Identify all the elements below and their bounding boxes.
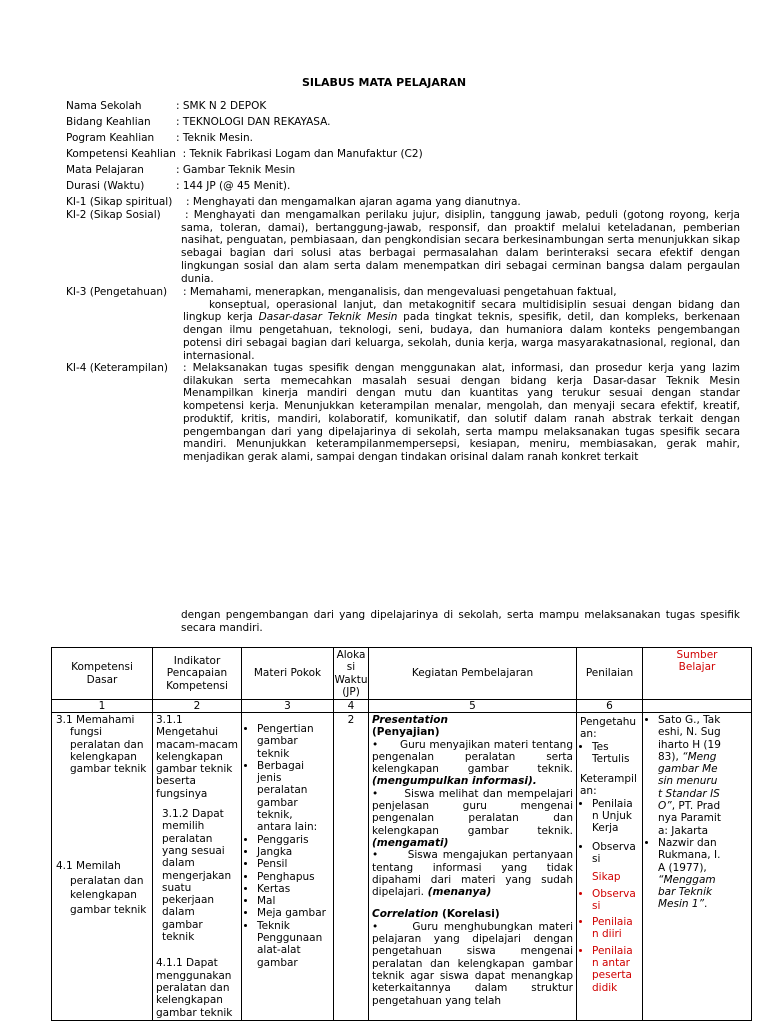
header-penilaian: Penilaian xyxy=(577,648,643,700)
list-item: • Pensil xyxy=(257,858,330,870)
kd-text: Memilah peralatan dan kelengkapan gambar teknik xyxy=(70,860,147,916)
kegiatan-paragraph: • Siswa melihat dan mempelajari penjelasan guru mengenai pengenalan peralatan dan kelengkapan gambar teknik. (mengamati) xyxy=(372,787,573,849)
header-line: Kompetensi xyxy=(71,661,133,674)
list-item: • Mal xyxy=(257,895,330,907)
kegiatan-keyword: (mengamati) xyxy=(372,836,449,849)
header-line: si xyxy=(346,661,356,674)
header-line: (JP) xyxy=(342,685,360,698)
list-item xyxy=(658,714,721,837)
penilaian-pengetahuan: Pengetahuan: xyxy=(580,716,637,741)
list-item: • Observasi xyxy=(592,888,639,913)
header-line: Aloka xyxy=(336,648,366,661)
info-value: : Teknik Mesin. xyxy=(176,132,253,144)
kd-cell xyxy=(52,713,153,1021)
list-item: • Penghapus xyxy=(257,871,330,883)
info-label: Mata Pelajaran xyxy=(66,164,144,176)
penilaian-pengetahuan-list xyxy=(580,741,639,766)
list-item: • Penggaris xyxy=(257,834,330,846)
ki-3-part-b: pada tingkat teknis, spesifik, detil, dan kompleks, berkenaan dengan ilmu pengetahuan, teknologi, seni, budaya, dan humaniora dalam konteks pengembangan potensi diri sebagai bagian dari keluarga, sekolah, dunia kerja, warga masyarakatnasional, regional, dan internasional. xyxy=(183,311,741,362)
info-row-program xyxy=(66,130,253,146)
list-item: • Pengertian gambar teknik xyxy=(257,723,330,760)
info-value: : 144 JP (@ 45 Menit). xyxy=(176,180,291,192)
sumber-tail: . xyxy=(704,898,708,911)
table-number-row xyxy=(52,700,752,713)
ipk-item: 3.1.2 Dapat memilih peralatan yang sesuai dalam mengerjakan suatu pekerjaan dalam gambar teknik xyxy=(162,808,232,944)
col-number: 4 xyxy=(334,700,369,713)
col-number: 2 xyxy=(153,700,242,713)
ipk-item: 3.1.1 Mengetahui macam-macam kelengkapan gambar teknik beserta fungsinya xyxy=(156,714,238,800)
header-line: Waktu xyxy=(334,673,368,686)
presentation-heading: Presentation xyxy=(372,714,448,726)
col-number: 5 xyxy=(369,700,577,713)
ki-3-part-a: konseptual, operasional lanjut, dan metakognitif secara multidisiplin sesuai dengan bidang dan lingkup kerja xyxy=(183,298,740,324)
col-number-empty xyxy=(643,700,752,713)
header-line: Dasar xyxy=(86,673,118,686)
ki-1-label: KI-1 (Sikap spiritual) xyxy=(66,196,173,208)
table-row xyxy=(52,713,752,1021)
header-line: Belajar xyxy=(678,661,716,674)
info-row-mata-pelajaran xyxy=(66,162,295,178)
penyajian-heading: (Penyajian) xyxy=(372,726,440,739)
ki-3-line1: : Memahami, menerapkan, menganalisis, dan mengevaluasi pengetahuan faktual, xyxy=(183,286,617,298)
sumber-title: “Menggambar Teknik Mesin 1” xyxy=(658,873,716,911)
col-number: 1 xyxy=(52,700,153,713)
ki-2-body: : Menghayati dan mengamalkan perilaku jujur, disiplin, tanggung jawab, peduli (gotong royong, kerja sama, toleran, damai), bertanggung-jawab, responsif, dan proaktif melalui keteladanan, pemberian nasihat, penguatan, pembiasaan, dan pengkondisian secara berkesinambungan serta menunjukkan sikap sebagai bagian dari solusi atas berbagai permasalahan dalam berinteraksi secara efektif dengan lingkungan sosial dan alam serta dalam menempatkan diri sebagai cerminan bangsa dalam pergaulan dunia. xyxy=(181,209,740,285)
info-label: Nama Sekolah xyxy=(66,100,142,112)
page-title: SILABUS MATA PELAJARAN xyxy=(301,76,467,89)
info-value: : Teknik Fabrikasi Logam dan Manufaktur (C2) xyxy=(176,148,423,160)
header-materi-pokok: Materi Pokok xyxy=(242,648,334,700)
kd-text: Memahami fungsi peralatan dan kelengkapan gambar teknik xyxy=(70,714,147,776)
correlation-heading: Correlation xyxy=(372,908,439,921)
col-number: 3 xyxy=(242,700,334,713)
kd-number: 3.1 xyxy=(56,714,73,726)
ki-3-body xyxy=(183,299,740,363)
kegiatan-keyword: (menanya) xyxy=(423,886,492,899)
ki-2-text xyxy=(181,209,740,285)
kegiatan-cell xyxy=(369,713,577,1021)
col-number: 6 xyxy=(577,700,643,713)
kegiatan-keyword: (mengumpulkan informasi). xyxy=(372,775,537,788)
ki-4-text: : Melaksanakan tugas spesifik dengan menggunakan alat, informasi, dan prosedur kerja yang lazim dilakukan serta memecahkan masalah sesuai dengan bidang kerja Dasar-dasar Teknik Mesin Menampilkan kinerja mandiri dengan mutu dan kuantitas yang terukur sesuai dengan standar kompetensi kerja. Menunjukkan keterampilan menalar, mengolah, dan menyaji secara efektif, kreatif, produktif, kritis, mandiri, kolaboratif, komunikatif, dan solutif dalam ranah abstrak terkait dengan pengembangan dari yang dipelajarinya di sekolah, serta mampu melaksanakan tugas spesifik secara mandiri. Menunjukkan keterampilanmempersepsi, kesiapan, meniru, membiasakan, gerak mahir, menjadikan gerak alami, sampai dengan tindakan orisinal dalam ranah konkret terkait xyxy=(183,362,740,463)
kegiatan-text: Siswa melihat dan mempelajari penjelasan guru mengenai pengenalan peralatan dan kelengkapan gambar teknik. xyxy=(372,787,573,837)
ipk-item: 4.1.1 Dapat menggunakan peralatan dan kelengkapan gambar teknik xyxy=(156,957,233,1019)
list-item: • Penilaian Unjuk Kerja xyxy=(592,798,639,835)
penilaian-keterampilan-list xyxy=(580,798,639,865)
ki-2 xyxy=(66,209,740,285)
ki-1 xyxy=(66,196,740,209)
kegiatan-text: Guru menghubungkan materi pelajaran yang dipelajari dengan pengetahuan siswa mengenai peralatan dan kelengkapan gambar teknik agar siswa dapat menangkap keterkaitannya dalam struktur pengetahuan yang telah xyxy=(372,920,573,1007)
correlation-heading-line xyxy=(372,908,573,920)
list-item: • Berbagai jenis peralatan gambar teknik, antara lain: xyxy=(257,760,330,834)
sumber-list xyxy=(646,714,721,911)
list-item: • Meja gambar xyxy=(257,907,330,919)
ki-4-label: KI-4 (Keterampilan) xyxy=(66,362,168,374)
header-line: Kompetensi xyxy=(166,679,228,692)
ki-2-label: KI-2 (Sikap Sosial) xyxy=(66,209,161,221)
info-row-bidang xyxy=(66,114,331,130)
list-item: • Jangka xyxy=(257,846,330,858)
info-row-nama-sekolah xyxy=(66,98,266,114)
info-label: Pogram Keahlian xyxy=(66,132,155,144)
alokasi-cell: 2 xyxy=(334,713,369,1021)
header-kegiatan: Kegiatan Pembelajaran xyxy=(369,648,577,700)
sumber-title: “Menggambar Mesin menurut Standar ISO” xyxy=(658,750,720,813)
ki-3-text xyxy=(183,286,740,362)
ki-1-text: : Menghayati dan mengamalkan ajaran agama yang dianutnya. xyxy=(186,196,521,208)
kegiatan-text: Siswa mengajukan pertanyaan tentang informasi yang tidak dipahami dari materi yang sudah dipelajari. xyxy=(372,849,573,899)
penilaian-cell xyxy=(577,713,643,1021)
syllabus-table xyxy=(51,647,752,1021)
korelasi-heading: (Korelasi) xyxy=(438,908,500,921)
list-item: • Tes Tertulis xyxy=(592,741,639,766)
kd-number: 4.1 xyxy=(56,860,73,873)
ki-3 xyxy=(66,286,740,362)
header-kompetensi-dasar xyxy=(52,648,153,700)
kd-4-1 xyxy=(56,859,149,917)
header-alokasi-waktu xyxy=(334,648,369,700)
kegiatan-paragraph: • Siswa mengajukan pertanyaan tentang informasi yang tidak dipahami dari materi yang sudah dipelajari. (menanya) xyxy=(372,849,573,899)
header-line: Indikator xyxy=(173,655,221,668)
ki-4-continuation: dengan pengembangan dari yang dipelajarinya di sekolah, serta mampu melaksanakan tugas spesifik secara mandiri. xyxy=(181,609,740,634)
list-item: • Penilaian antar peserta didik xyxy=(592,945,639,994)
list-item: • Kertas xyxy=(257,883,330,895)
header-line: Sumber xyxy=(676,649,718,661)
header-line: Pencapaian xyxy=(166,667,228,680)
list-item xyxy=(658,837,721,911)
kegiatan-paragraph: • Guru menyajikan materi tentang pengenalan peralatan serta kelengkapan gambar teknik. (mengumpulkan informasi). xyxy=(372,738,573,788)
list-item: • Penilaian diiri xyxy=(592,916,639,941)
info-label: Durasi (Waktu) xyxy=(66,180,145,192)
sumber-publisher: , PT. Pradnya Paramita: Jakarta xyxy=(658,800,721,837)
header-indikator xyxy=(153,648,242,700)
header-sumber-belajar xyxy=(643,648,752,700)
list-item: • Teknik Penggunaan alat-alat gambar xyxy=(257,920,330,969)
info-label: Kompetensi Keahlian xyxy=(66,148,176,160)
kegiatan-text: Guru menyajikan materi tentang pengenalan peralatan serta kelengkapan gambar teknik. xyxy=(372,738,573,776)
info-value: : SMK N 2 DEPOK xyxy=(176,100,267,112)
kd-3-1 xyxy=(56,714,149,775)
list-item: • Observasi xyxy=(592,841,639,866)
penilaian-keterampilan: Keterampilan: xyxy=(580,773,637,798)
info-label: Bidang Keahlian xyxy=(66,116,151,128)
penilaian-sikap: Sikap xyxy=(592,871,621,884)
info-value: : Gambar Teknik Mesin xyxy=(176,164,296,176)
info-row-kompetensi-keahlian xyxy=(66,146,423,162)
ki-4 xyxy=(66,362,740,464)
sumber-cell xyxy=(643,713,752,1021)
ipk-cell xyxy=(153,713,242,1021)
kegiatan-paragraph: • Guru menghubungkan materi pelajaran yang dipelajari dengan pengetahuan siswa mengenai peralatan dan kelengkapan gambar teknik agar siswa dapat menangkap keterkaitannya dalam struktur pengetahuan yang telah xyxy=(372,920,573,1007)
info-row-durasi xyxy=(66,178,290,194)
ki-3-italic: Dasar-dasar Teknik Mesin xyxy=(258,311,398,324)
penilaian-sikap-list xyxy=(580,888,639,994)
sumber-text: Sato G., Takeshi, N. Sugiharto H (1983), xyxy=(658,714,721,763)
materi-list xyxy=(245,723,330,969)
table-header-row xyxy=(52,648,752,700)
sumber-text: Nazwir dan Rukmana, I. A (1977), xyxy=(658,836,721,874)
ki-3-label: KI-3 (Pengetahuan) xyxy=(66,286,168,298)
info-value: : TEKNOLOGI DAN REKAYASA. xyxy=(176,116,331,128)
materi-cell xyxy=(242,713,334,1021)
